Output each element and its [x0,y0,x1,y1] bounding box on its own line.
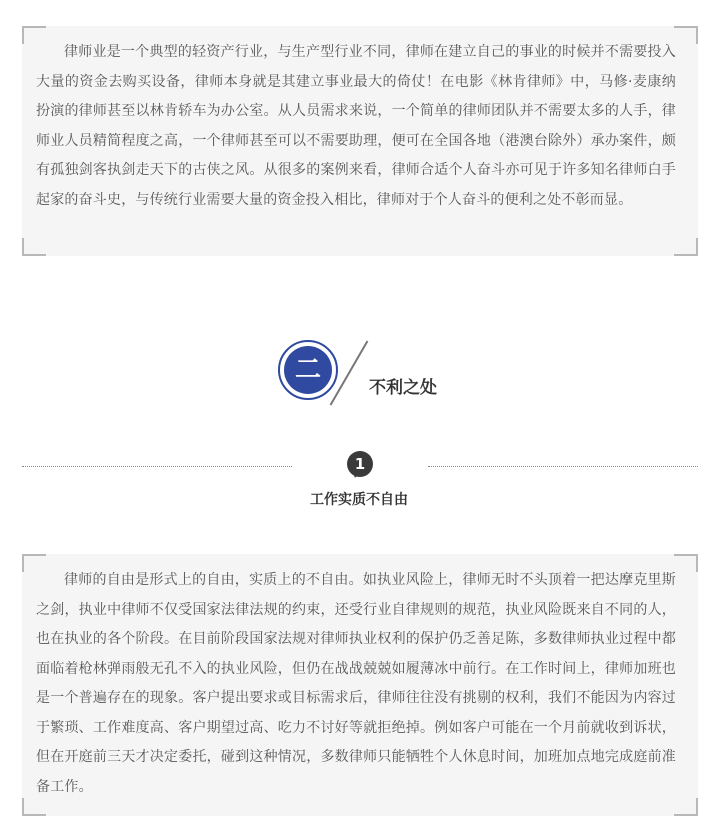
corner-bracket [22,554,46,572]
section-title: 不利之处 [369,378,437,398]
corner-bracket [674,798,698,816]
dotted-divider-left [22,466,292,467]
detail-text-box [22,554,698,816]
paragraph-disadvantages: 律师的自由是形式上的自由，实质上的不自由。如执业风险上，律师无时不头顶着一把达摩克里斯之剑，执业中律师不仅受国家法律法规的约束，还受行业自律规则的规范，执业风险既来自不同的人，也在执业的各个阶段。在目前阶段国家法规对律师执业权利的保护仍乏善足陈，多数律师执业过程中都面临着枪林弹雨般无孔不入的执业风险，但仍在战战兢兢如履薄冰中前行。在工作时间上，律师加班也是一个普遍存在的现象。客户提出要求或目标需求后，律师往往没有挑剔的权利，我们不能因为内容过于繁琐、工作难度高、客户期望过高、吃力不讨好等就拒绝掉。例如客户可能在一个月前就收到诉状，但在开庭前三天才决定委托，碰到这种情况，多数律师只能牺牲个人休息时间，加班加点地完成庭前准备工作。 [36,572,676,795]
corner-bracket [22,798,46,816]
section-number-badge [278,340,338,400]
corner-bracket [674,554,698,572]
paragraph-advantages: 律师业是一个典型的轻资产行业，与生产型行业不同，律师在建立自己的事业的时候并不需要投入大量的资金去购买设备，律师本身就是其建立事业最大的倚仗！在电影《林肯律师》中，马修·麦康纳扮演的律师甚至以林肯轿车为办公室。从人员需求来说，一个简单的律师团队并不需要太多的人手，律师业人员精简程度之高，一个律师甚至可以不需要助理，便可在全国各地（港澳台除外）承办案件，颇有孤独剑客执剑走天下的古侠之风。从很多的案例来看，律师合适个人奋斗亦可见于许多知名律师白手起家的奋斗史，与传统行业需要大量的资金投入相比，律师对于个人奋斗的便利之处不彰而显。 [36,44,676,208]
corner-bracket [674,26,698,44]
dotted-divider-right [428,466,698,467]
corner-bracket [22,26,46,44]
corner-bracket [22,238,46,256]
section-header [278,336,478,406]
corner-bracket [674,238,698,256]
subsection-number-badge: 1 [347,451,373,477]
intro-text-box [22,26,698,256]
subsection-title: 工作实质不自由 [310,492,408,508]
section-number: 二 [284,346,332,394]
